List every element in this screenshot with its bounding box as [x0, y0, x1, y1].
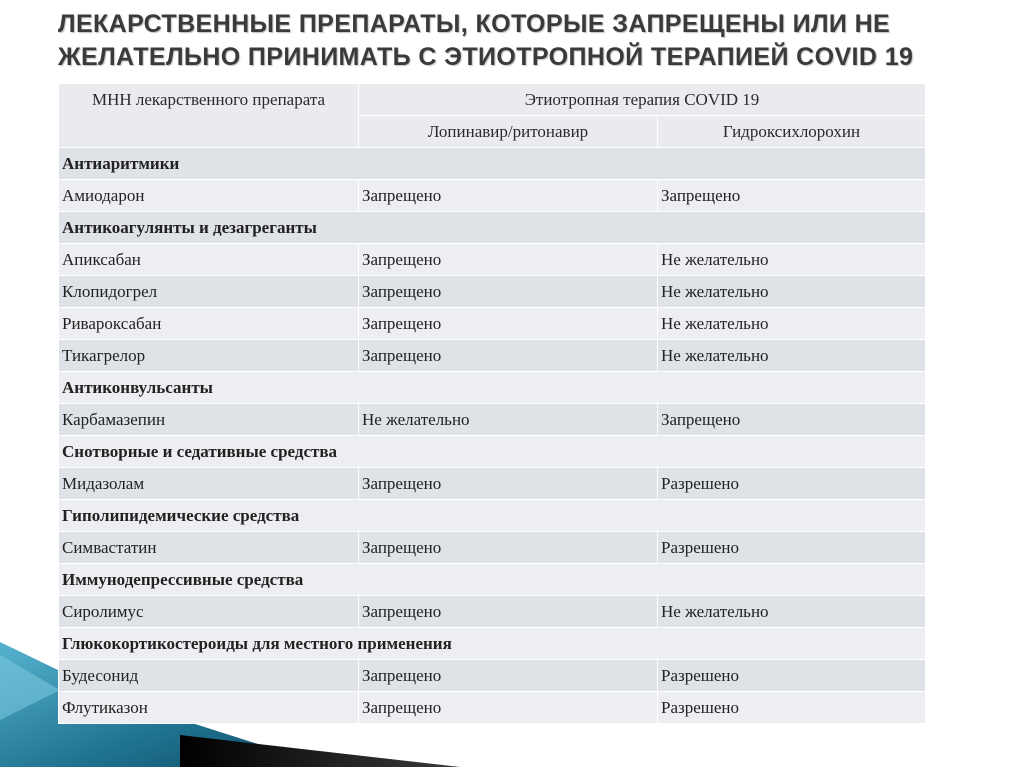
lopinavir-ritonavir-cell: Запрещено — [359, 244, 658, 276]
drug-name-cell: Мидазолам — [59, 468, 359, 500]
lopinavir-ritonavir-cell: Запрещено — [359, 276, 658, 308]
drug-interaction-table — [58, 83, 926, 724]
slide-title: ЛЕКАРСТВЕННЫЕ ПРЕПАРАТЫ, КОТОРЫЕ ЗАПРЕЩЕНЫ ИЛИ НЕ ЖЕЛАТЕЛЬНО ПРИНИМАТЬ С ЭТИОТРОПНОЙ ТЕРАПИЕЙ COVID 19 — [58, 10, 914, 71]
header-etiotropic-therapy: Этиотропная терапия COVID 19 — [359, 84, 926, 116]
drug-row — [59, 308, 926, 340]
lopinavir-ritonavir-cell: Запрещено — [359, 596, 658, 628]
header-hydroxychloroquine: Гидроксихлорохин — [658, 116, 926, 148]
drug-row — [59, 596, 926, 628]
hydroxychloroquine-cell: Разрешено — [658, 692, 926, 724]
hydroxychloroquine-cell: Разрешено — [658, 468, 926, 500]
drug-name-cell: Апиксабан — [59, 244, 359, 276]
table-body — [59, 148, 926, 724]
lopinavir-ritonavir-cell: Запрещено — [359, 340, 658, 372]
drug-row — [59, 532, 926, 564]
category-label: Гиполипидемические средства — [59, 500, 926, 532]
drug-row — [59, 660, 926, 692]
drug-row — [59, 244, 926, 276]
category-row — [59, 436, 926, 468]
hydroxychloroquine-cell: Не желательно — [658, 244, 926, 276]
category-row — [59, 148, 926, 180]
lopinavir-ritonavir-cell: Запрещено — [359, 180, 658, 212]
lopinavir-ritonavir-cell: Запрещено — [359, 692, 658, 724]
drug-row — [59, 340, 926, 372]
drug-row — [59, 692, 926, 724]
category-label: Антиконвульсанты — [59, 372, 926, 404]
lopinavir-ritonavir-cell: Запрещено — [359, 532, 658, 564]
hydroxychloroquine-cell: Не желательно — [658, 276, 926, 308]
category-row — [59, 564, 926, 596]
lopinavir-ritonavir-cell: Запрещено — [359, 308, 658, 340]
hydroxychloroquine-cell: Запрещено — [658, 180, 926, 212]
hydroxychloroquine-cell: Не желательно — [658, 308, 926, 340]
lopinavir-ritonavir-cell: Запрещено — [359, 660, 658, 692]
hydroxychloroquine-cell: Не желательно — [658, 340, 926, 372]
drug-row — [59, 180, 926, 212]
category-label: Антикоагулянты и дезагреганты — [59, 212, 926, 244]
drug-name-cell: Амиодарон — [59, 180, 359, 212]
category-row — [59, 372, 926, 404]
drug-row — [59, 404, 926, 436]
category-label: Глюкокортикостероиды для местного применения — [59, 628, 926, 660]
drug-name-cell: Будесонид — [59, 660, 359, 692]
category-row — [59, 212, 926, 244]
header-drug-name: МНН лекарственного препарата — [59, 84, 359, 148]
category-label: Снотворные и седативные средства — [59, 436, 926, 468]
category-row — [59, 500, 926, 532]
drug-name-cell: Клопидогрел — [59, 276, 359, 308]
header-lopinavir-ritonavir: Лопинавир/ритонавир — [359, 116, 658, 148]
drug-name-cell: Флутиказон — [59, 692, 359, 724]
category-label: Антиаритмики — [59, 148, 926, 180]
hydroxychloroquine-cell: Запрещено — [658, 404, 926, 436]
drug-name-cell: Карбамазепин — [59, 404, 359, 436]
lopinavir-ritonavir-cell: Не желательно — [359, 404, 658, 436]
hydroxychloroquine-cell: Разрешено — [658, 660, 926, 692]
drug-name-cell: Ривароксабан — [59, 308, 359, 340]
drug-name-cell: Сиролимус — [59, 596, 359, 628]
hydroxychloroquine-cell: Разрешено — [658, 532, 926, 564]
drug-row — [59, 468, 926, 500]
lopinavir-ritonavir-cell: Запрещено — [359, 468, 658, 500]
drug-row — [59, 276, 926, 308]
category-label: Иммунодепрессивные средства — [59, 564, 926, 596]
category-row — [59, 628, 926, 660]
drug-name-cell: Тикагрелор — [59, 340, 359, 372]
hydroxychloroquine-cell: Не желательно — [658, 596, 926, 628]
drug-name-cell: Симвастатин — [59, 532, 359, 564]
